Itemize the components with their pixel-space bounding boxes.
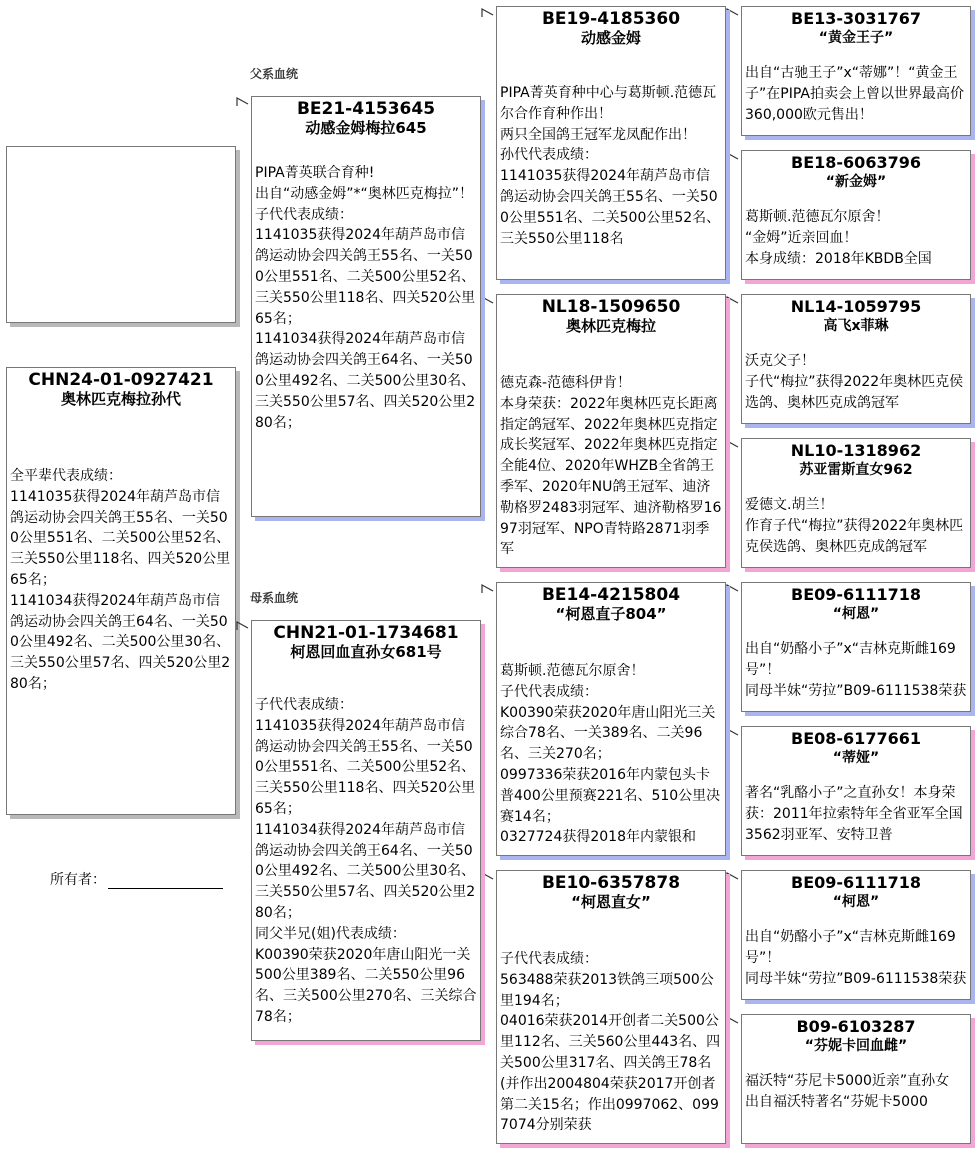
great-grandparent-desc: 爱德文.胡兰！ 作育子代“梅拉”获得2022年奥林匹克侯选鸽、奥林匹克成鸽冠军 bbox=[745, 497, 964, 555]
great-grandparent-ring: NL10-1318962 bbox=[790, 441, 922, 460]
great-grandparent-ring: NL14-1059795 bbox=[790, 297, 922, 316]
great-grandparent-desc: 出自“奶酪小子”x“吉林克斯雌169号”！ 同母半妹“劳拉”B09-6111538荣获 bbox=[745, 641, 967, 699]
granddam-paternal-name: 奥林匹克梅拉 bbox=[565, 317, 656, 335]
grandsire-maternal-card bbox=[496, 582, 726, 856]
connector-icon bbox=[726, 872, 739, 882]
subject-ring: CHN24-01-0927421 bbox=[28, 370, 214, 390]
great-grandparent-name: 苏亚雷斯直女962 bbox=[799, 462, 913, 478]
grandsire-paternal-desc: PIPA菁英育种中心与葛斯顿.范德瓦尔合作育种作出！ 两只全国鸽王冠军龙凤配作出！ 孙代代表成绩： 1141035获得2024年葫芦岛市信鸽运动协会四关鸽王55名、一关500公里551名、二关500公里52名、三关550公里118名 bbox=[500, 85, 721, 247]
connector-icon bbox=[726, 152, 739, 162]
great-grandparent-ring: BE09-6111718 bbox=[791, 585, 921, 604]
grandsire-maternal-desc: 葛斯顿.范德瓦尔原舍！ 子代代表成绩： K00390荣获2020年唐山阳光三关综合78名、一关389名、二关96名、三关270名； 0997336荣获2016年内蒙包头卡普400公里预赛221名、510公里决赛14名； 0327724获得2018年内蒙银和 bbox=[500, 663, 721, 846]
dam-line-label: 母系血统 bbox=[250, 591, 299, 605]
dam-ring: CHN21-01-1734681 bbox=[273, 623, 459, 643]
photo-placeholder bbox=[6, 146, 236, 323]
sire-desc: PIPA菁英联合育种! 出自“动感金姆”*“奥林匹克梅拉”！ 子代代表成绩： 1141035获得2024年葫芦岛市信鸽运动协会四关鸽王55名、一关500公里551名、二关500公里52名、三关550公里118名、四关520公里65名； 1141034获得2024年葫芦岛市信鸽运动协会四关鸽王64名、一关500公里492名、二关500公里30名、三关550公里57名、四关520公里280名； bbox=[255, 165, 476, 431]
granddam-maternal-ring: BE10-6357878 bbox=[541, 873, 681, 893]
great-grandparent-desc: 葛斯顿.范德瓦尔原舍！ “金姆”近亲回血！ 本身成绩：2018年KBDB全国 bbox=[745, 209, 932, 267]
granddam-paternal-desc: 德克森-范德科伊肯！ 本身荣获：2022年奥林匹克长距离指定鸽冠军、2022年奥林匹克指定成长奖冠军、2022年奥林匹克指定全能4位、2020年WHZB全省鸽王季军、2020年NU鸽王冠军、迪济勒格罗2483羽冠军、迪济勒格罗1697羽冠军、NPO青特路2871羽季军 bbox=[500, 375, 722, 558]
grandsire-paternal-name: 动感金姆 bbox=[580, 29, 641, 47]
owner-label: 所有者： bbox=[50, 872, 106, 888]
connector-icon bbox=[726, 1016, 739, 1026]
granddam-paternal-ring: NL18-1509650 bbox=[541, 297, 681, 317]
sire-line-label: 父系血统 bbox=[250, 67, 299, 81]
great-grandparent-desc: 出自“奶酪小子”x“吉林克斯雌169号”！ 同母半妹“劳拉”B09-6111538荣获 bbox=[745, 929, 967, 987]
great-grandparent-desc: 出自“古驰王子”x“蒂娜”！“黄金王子”在PIPA拍卖会上曾以世界最高价360,000欧元售出！ bbox=[745, 65, 964, 123]
granddam-maternal-desc: 子代代表成绩： 563488荣获2013铁鸽三项500公里194名； 04016荣获2014开创者二关500公里112名、三关560公里443名、四关500公里317名、四关鸽王78名(并作出2004804荣获2017开创者第二关15名；作出0997062、0997074分别荣获 bbox=[500, 951, 721, 1134]
sire-card bbox=[251, 96, 481, 517]
connector-icon bbox=[726, 440, 739, 450]
great-grandparent-name: “芬妮卡回血雌” bbox=[804, 1038, 908, 1054]
owner-field bbox=[50, 869, 223, 889]
connector-icon bbox=[481, 296, 494, 306]
great-grandparent-desc: 著名“乳酪小子”之直孙女！本身荣获：2011年拉索特年全省亚军全国3562羽亚军、安特卫普 bbox=[745, 785, 963, 843]
subject-card bbox=[6, 367, 236, 815]
grandsire-maternal-ring: BE14-4215804 bbox=[541, 585, 681, 605]
great-grandparent-name: “新金姆” bbox=[825, 174, 887, 190]
grandsire-paternal-card bbox=[496, 6, 726, 280]
great-grandparent-name: “柯恩” bbox=[832, 606, 880, 622]
great-grandparent-card bbox=[741, 582, 971, 712]
owner-line bbox=[108, 874, 223, 889]
great-grandparent-card bbox=[741, 150, 971, 280]
great-grandparent-name: “黄金王子” bbox=[818, 30, 894, 46]
great-grandparent-card bbox=[741, 726, 971, 856]
great-grandparent-desc: 福沃特“芬尼卡5000近亲”直孙女 出自福沃特著名“芬妮卡5000 bbox=[745, 1073, 950, 1110]
great-grandparent-name: “柯恩” bbox=[832, 894, 880, 910]
great-grandparent-ring: BE09-6111718 bbox=[791, 873, 921, 892]
sire-name: 动感金姆梅拉645 bbox=[305, 119, 427, 137]
subject-name: 奥林匹克梅拉孙代 bbox=[60, 390, 181, 408]
dam-name: 柯恩回血直孙女681号 bbox=[290, 643, 442, 661]
great-grandparent-ring: BE13-3031767 bbox=[791, 9, 921, 28]
connector-icon bbox=[481, 872, 494, 882]
great-grandparent-card bbox=[741, 294, 971, 424]
connector-icon bbox=[481, 584, 494, 594]
great-grandparent-name: 高飞x菲琳 bbox=[823, 318, 889, 334]
great-grandparent-card bbox=[741, 6, 971, 136]
dam-card bbox=[251, 620, 481, 1041]
connector-icon bbox=[236, 621, 249, 631]
great-grandparent-ring: BE08-6177661 bbox=[791, 729, 921, 748]
connector-icon bbox=[236, 97, 249, 107]
connector-icon bbox=[481, 8, 494, 18]
granddam-maternal-name: “柯恩直女” bbox=[571, 893, 651, 911]
connector-icon bbox=[726, 728, 739, 738]
great-grandparent-desc: 沃克父子！ 子代“梅拉”获得2022年奥林匹克侯选鸽、奥林匹克成鸽冠军 bbox=[745, 353, 964, 411]
connector-icon bbox=[726, 8, 739, 18]
granddam-maternal-card bbox=[496, 870, 726, 1144]
grandsire-paternal-ring: BE19-4185360 bbox=[541, 9, 681, 29]
grandsire-maternal-name: “柯恩直子804” bbox=[555, 605, 667, 623]
great-grandparent-ring: BE18-6063796 bbox=[791, 153, 921, 172]
great-grandparent-card bbox=[741, 1014, 971, 1144]
connector-icon bbox=[726, 296, 739, 306]
great-grandparent-card bbox=[741, 870, 971, 1000]
granddam-paternal-card bbox=[496, 294, 726, 568]
dam-desc: 子代代表成绩： 1141035获得2024年葫芦岛市信鸽运动协会四关鸽王55名、一关500公里551名、二关500公里52名、三关550公里118名、四关520公里65名； 1141034获得2024年葫芦岛市信鸽运动协会四关鸽王64名、一关500公里492名、二关500公里30名、三关550公里57名、四关520公里280名； 同父半兄(姐)代表成绩： K00390荣获2020年唐山阳光一关500公里389名、二关550公里96名、三关500公里270名、三关综合78名； bbox=[255, 697, 477, 1025]
subject-desc: 全平辈代表成绩： 1141035获得2024年葫芦岛市信鸽运动协会四关鸽王55名、一关500公里551名、二关500公里52名、三关550公里118名、四关520公里65名； 1141034获得2024年葫芦岛市信鸽运动协会四关鸽王64名、一关500公里492名、二关500公里30名、三关550公里57名、四关520公里280名； bbox=[10, 468, 231, 692]
great-grandparent-card bbox=[741, 438, 971, 568]
great-grandparent-name: “蒂娅” bbox=[832, 750, 880, 766]
sire-ring: BE21-4153645 bbox=[296, 99, 436, 119]
connector-icon bbox=[726, 584, 739, 594]
great-grandparent-ring: B09-6103287 bbox=[796, 1017, 916, 1036]
